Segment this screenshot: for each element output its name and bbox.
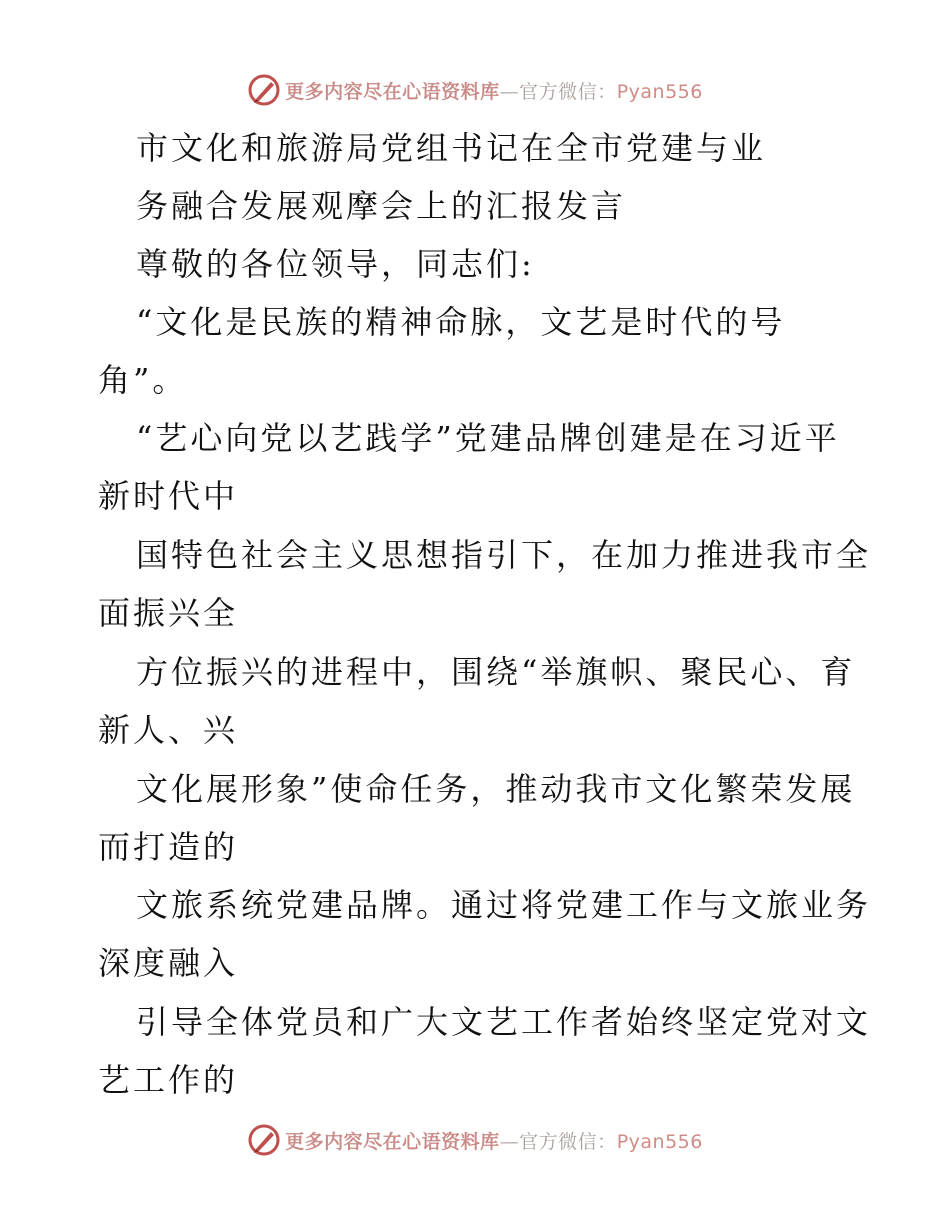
paragraph-line: 新人、兴: [98, 711, 239, 749]
watermark-sub-text: 官方微信：: [519, 80, 617, 103]
footer-watermark: [0, 1120, 950, 1160]
paragraph-line: 文化展形象”使命任务，推动我市文化繁荣发展: [136, 770, 856, 808]
paragraph-line: 国特色社会主义思想指引下，在加力推进我市全: [136, 536, 872, 574]
title-line-1: 市文化和旅游局党组书记在全市党建与业: [136, 129, 767, 167]
watermark-main-text: 更多内容尽在心语资料库: [285, 1130, 500, 1153]
salutation-line: 尊敬的各位领导，同志们:: [136, 245, 535, 283]
title-line-2: 务融合发展观摩会上的汇报发言: [136, 187, 627, 225]
pen-logo-icon: [247, 1123, 281, 1157]
watermark-wechat-id: Pyan556: [616, 80, 703, 103]
watermark-sub-text: 官方微信：: [519, 1130, 617, 1153]
paragraph-line: 而打造的: [98, 828, 239, 866]
paragraph-line: 艺工作的: [98, 1061, 239, 1099]
paragraph-line: 方位振兴的进程中，围绕“举旗帜、聚民心、育: [136, 653, 856, 691]
paragraph-line: 角”。: [98, 361, 188, 399]
watermark-wechat-id: Pyan556: [616, 1130, 703, 1153]
watermark-dash: —: [499, 1130, 520, 1153]
paragraph-line: 面振兴全: [98, 594, 239, 632]
paragraph-line: “艺心向党以艺践学”党建品牌创建是在习近平: [136, 419, 840, 457]
pen-logo-icon: [247, 73, 281, 107]
watermark-main-text: 更多内容尽在心语资料库: [285, 80, 500, 103]
paragraph-line: “文化是民族的精神命脉，文艺是时代的号: [136, 303, 786, 341]
header-watermark: [0, 70, 950, 110]
paragraph-line: 引导全体党员和广大文艺工作者始终坚定党对文: [136, 1003, 872, 1041]
paragraph-line: 文旅系统党建品牌。通过将党建工作与文旅业务: [136, 886, 872, 924]
paragraph-line: 新时代中: [98, 477, 239, 515]
paragraph-line: 深度融入: [98, 944, 239, 982]
watermark-dash: —: [499, 80, 520, 103]
